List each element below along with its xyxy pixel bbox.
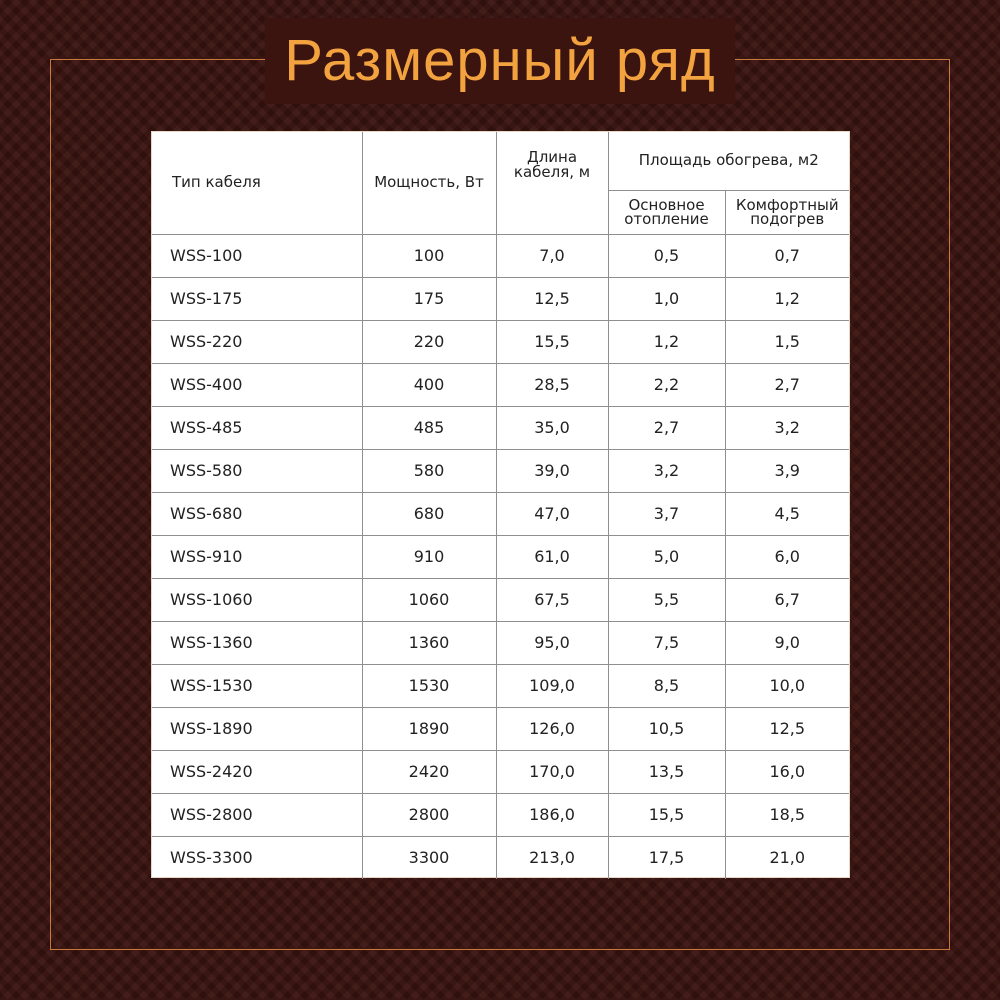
header-cable-type: Тип кабеля [152,132,362,234]
table-row [152,234,849,277]
cell-power: 1360 [362,621,496,664]
cell-cable-type: WSS-220 [152,320,362,363]
cell-cable-type: WSS-100 [152,234,362,277]
cell-cable-type: WSS-1360 [152,621,362,664]
cell-cable-type: WSS-580 [152,449,362,492]
cell-main-heating: 13,5 [608,750,725,793]
cell-length: 67,5 [496,578,608,621]
cell-cable-type: WSS-175 [152,277,362,320]
table-row [152,578,849,621]
cell-power: 3300 [362,836,496,879]
cell-power: 175 [362,277,496,320]
cell-length: 61,0 [496,535,608,578]
header-comfort-heating: Комфортный подогрев [725,190,849,234]
table-body [152,234,849,879]
cell-comfort-heating: 10,0 [725,664,849,707]
cell-length: 109,0 [496,664,608,707]
cell-comfort-heating: 9,0 [725,621,849,664]
cell-comfort-heating: 3,9 [725,449,849,492]
cell-power: 100 [362,234,496,277]
table-row [152,535,849,578]
cell-power: 1530 [362,664,496,707]
cell-comfort-heating: 16,0 [725,750,849,793]
cell-main-heating: 7,5 [608,621,725,664]
cell-cable-type: WSS-1060 [152,578,362,621]
cell-comfort-heating: 12,5 [725,707,849,750]
cell-main-heating: 1,2 [608,320,725,363]
cell-power: 910 [362,535,496,578]
cell-cable-type: WSS-2420 [152,750,362,793]
page-title: Размерный ряд [265,18,735,104]
cell-main-heating: 3,2 [608,449,725,492]
table-row [152,449,849,492]
cell-comfort-heating: 0,7 [725,234,849,277]
cell-length: 170,0 [496,750,608,793]
table-row [152,406,849,449]
cell-length: 47,0 [496,492,608,535]
cell-main-heating: 17,5 [608,836,725,879]
cell-power: 2420 [362,750,496,793]
cell-comfort-heating: 18,5 [725,793,849,836]
cell-main-heating: 5,0 [608,535,725,578]
cell-power: 680 [362,492,496,535]
cell-comfort-heating: 4,5 [725,492,849,535]
cell-length: 39,0 [496,449,608,492]
header-length: Длина кабеля, м [496,132,608,234]
table-row [152,707,849,750]
cell-cable-type: WSS-1530 [152,664,362,707]
cell-length: 28,5 [496,363,608,406]
cell-power: 400 [362,363,496,406]
header-power: Мощность, Вт [362,132,496,234]
cell-length: 12,5 [496,277,608,320]
cell-length: 213,0 [496,836,608,879]
size-range-table-card [151,131,850,878]
cell-length: 126,0 [496,707,608,750]
cell-main-heating: 15,5 [608,793,725,836]
cell-length: 35,0 [496,406,608,449]
cell-main-heating: 8,5 [608,664,725,707]
cell-cable-type: WSS-910 [152,535,362,578]
cell-comfort-heating: 2,7 [725,363,849,406]
cell-power: 580 [362,449,496,492]
table-row [152,320,849,363]
cell-comfort-heating: 1,2 [725,277,849,320]
cell-main-heating: 3,7 [608,492,725,535]
cell-comfort-heating: 6,0 [725,535,849,578]
cell-length: 186,0 [496,793,608,836]
cell-comfort-heating: 3,2 [725,406,849,449]
cell-power: 2800 [362,793,496,836]
size-range-table [152,132,849,879]
cell-length: 7,0 [496,234,608,277]
cell-power: 485 [362,406,496,449]
table-row [152,664,849,707]
cell-length: 15,5 [496,320,608,363]
cell-comfort-heating: 1,5 [725,320,849,363]
cell-main-heating: 0,5 [608,234,725,277]
cell-power: 1060 [362,578,496,621]
cell-main-heating: 1,0 [608,277,725,320]
cell-comfort-heating: 21,0 [725,836,849,879]
cell-cable-type: WSS-400 [152,363,362,406]
header-main-heating: Основное отопление [608,190,725,234]
table-row [152,750,849,793]
header-heating-area: Площадь обогрева, м2 [608,132,849,190]
cell-main-heating: 10,5 [608,707,725,750]
cell-comfort-heating: 6,7 [725,578,849,621]
cell-cable-type: WSS-3300 [152,836,362,879]
cell-main-heating: 5,5 [608,578,725,621]
table-row [152,793,849,836]
table-row [152,836,849,879]
cell-cable-type: WSS-680 [152,492,362,535]
cell-cable-type: WSS-485 [152,406,362,449]
cell-main-heating: 2,2 [608,363,725,406]
cell-power: 220 [362,320,496,363]
table-row [152,277,849,320]
table-row [152,363,849,406]
cell-power: 1890 [362,707,496,750]
cell-cable-type: WSS-2800 [152,793,362,836]
table-row [152,492,849,535]
cell-length: 95,0 [496,621,608,664]
cell-cable-type: WSS-1890 [152,707,362,750]
table-row [152,621,849,664]
cell-main-heating: 2,7 [608,406,725,449]
